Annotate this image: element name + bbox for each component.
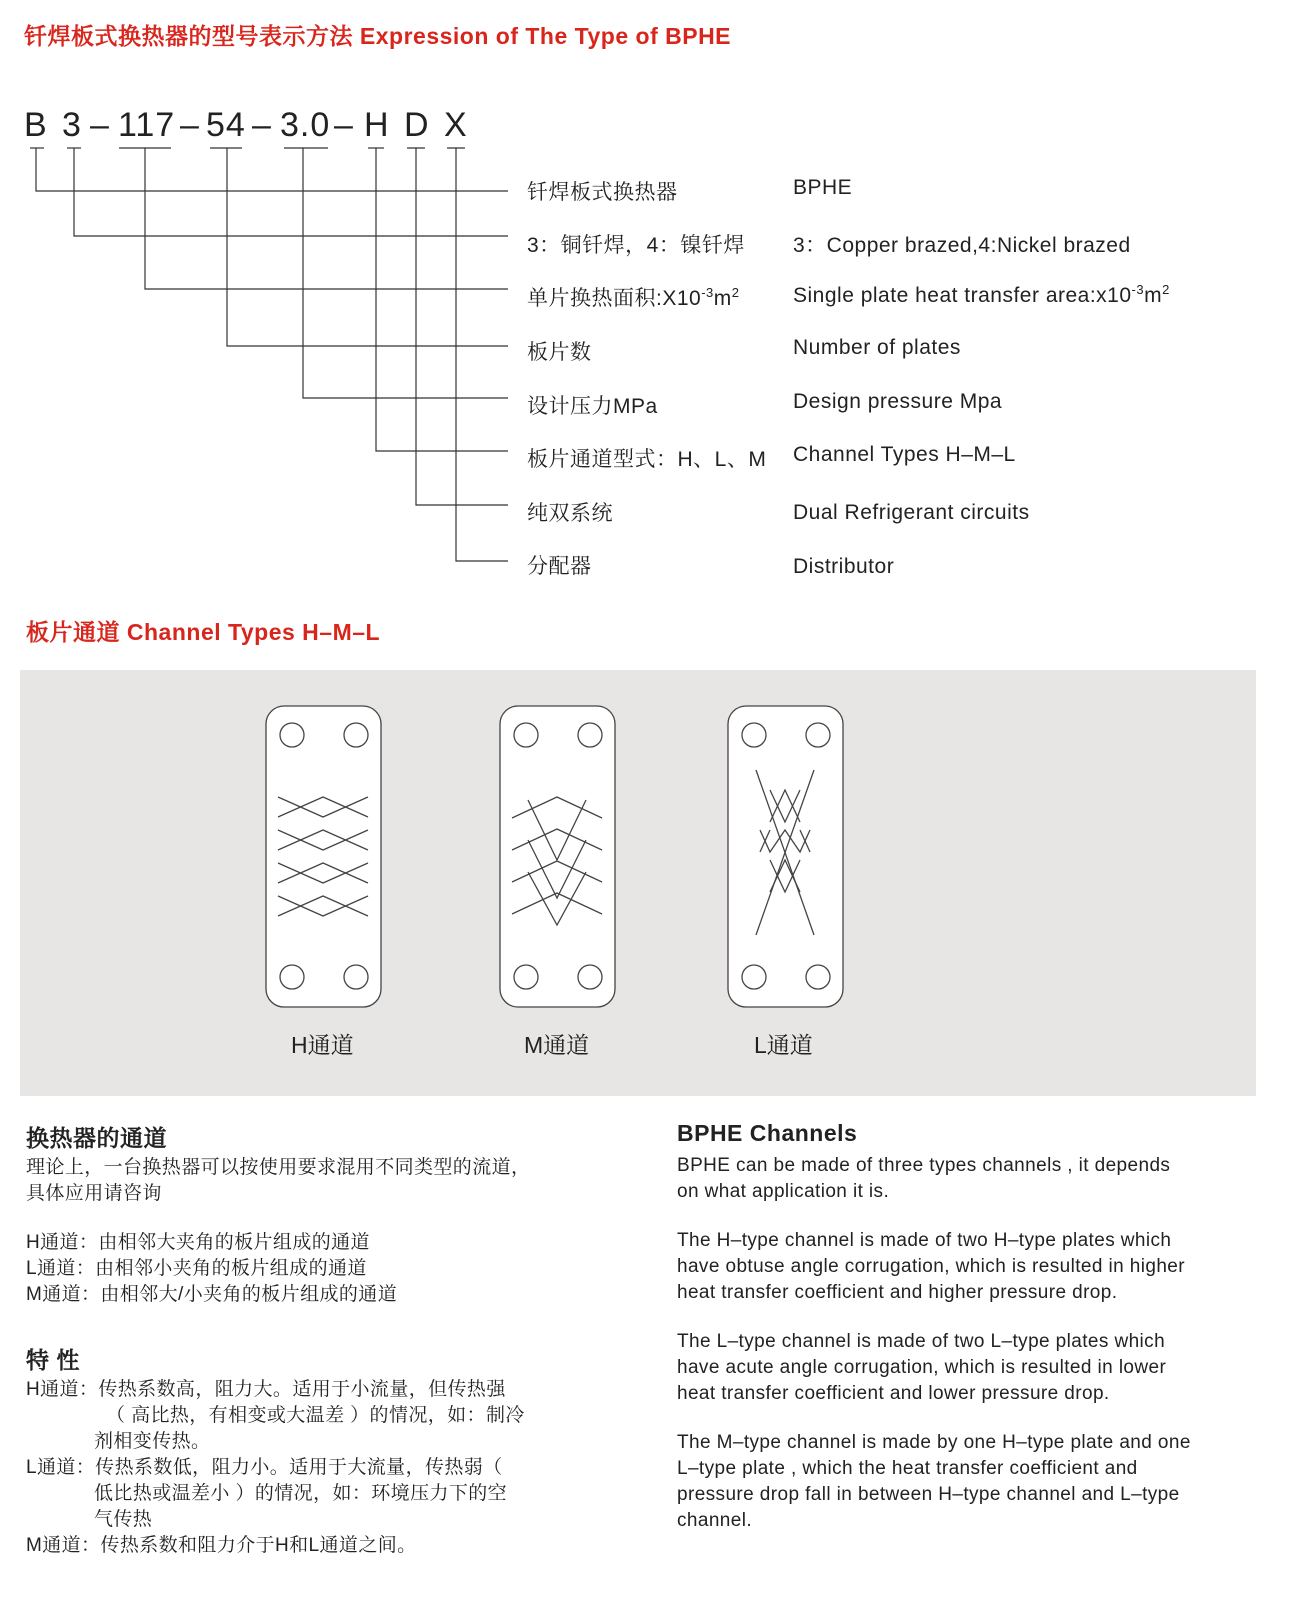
legend-en-plates: Number of plates <box>793 336 961 359</box>
code-part-d: D <box>404 106 430 144</box>
en-paragraph-1: BPHE can be made of three types channels , it depends on what application it is. <box>677 1155 1171 1202</box>
legend-cn-bphe: 钎焊板式换热器 <box>527 181 678 204</box>
cn-definitions: H通道：由相邻大夹角的板片组成的通道 L通道：由相邻小夹角的板片组成的通道 M通道：由相邻大/小夹角的板片组成的通道 <box>26 1232 398 1305</box>
channel-section-title: 板片通道 Channel Types H–M–L <box>26 619 381 645</box>
l-channel-caption: L通道 <box>754 1032 813 1058</box>
m-plate-icon <box>500 706 615 1007</box>
code-part-x: X <box>444 106 468 144</box>
legend-cn-brazing: 3：铜钎焊，4：镍钎焊 <box>527 234 745 257</box>
legend-cn-area: 单片换热面积$:X10^{-3}m^2$ <box>527 285 740 310</box>
code-dash-4: – <box>334 106 354 144</box>
h-channel-caption: H通道 <box>291 1032 354 1058</box>
code-part-h: H <box>364 106 390 144</box>
legend-en-dual: Dual Refrigerant circuits <box>793 501 1030 524</box>
legend-cn-channel: 板片通道型式：H、L、M <box>527 448 767 471</box>
code-part-3: 3 <box>62 106 82 144</box>
code-part-3-0: 3.0 <box>280 106 331 144</box>
en-paragraph-m-type: The M–type channel is made by one H–type plate and one L–type plate , which the heat transfer coefficient and pressure drop fall in between H–type channel and L–type channel. <box>677 1432 1191 1531</box>
cn-intro: 理论上，一台换热器可以按使用要求混用不同类型的流道， 具体应用请咨询 <box>26 1157 531 1204</box>
legend-cn-distributor: 分配器 <box>527 555 592 578</box>
legend-en-brazing: 3：Copper brazed,4:Nickel brazed <box>793 234 1131 257</box>
en-paragraph-l-type: The L–type channel is made of two L–type plates which have acute angle corrugation, which is resulted in lower heat transfer coefficient and lower pressure drop. <box>677 1331 1167 1404</box>
legend-cn-plates: 板片数 <box>527 341 592 364</box>
l-plate-icon <box>728 706 843 1007</box>
legend-en-distributor: Distributor <box>793 555 895 578</box>
en-paragraph-h-type: The H–type channel is made of two H–type plates which have obtuse angle corrugation, which is resulted in higher heat transfer coefficient and higher pressure drop. <box>677 1230 1185 1303</box>
legend-en-pressure: Design pressure Mpa <box>793 390 1003 413</box>
cn-heading-channels: 换热器的通道 <box>26 1125 167 1151</box>
page-title: 钎焊板式换热器的型号表示方法 Expression of The Type of BPHE <box>24 23 732 49</box>
legend-cn-dual: 纯双系统 <box>527 502 613 525</box>
m-channel-caption: M通道 <box>524 1032 590 1058</box>
legend-en-channel: Channel Types H–M–L <box>793 443 1016 466</box>
cn-features: H通道：传热系数高，阻力大。适用于小流量，但传热强 （ 高比热，有相变或大温差 ）的情况，如：制冷 剂相变传热。 L通道：传热系数低，阻力小。适用于大流量，传热弱（ 低比热或温差小 ）的情况，如：环境压力下的空 气传热 M通道：传热系数和阻力介于H和L通道之间。 <box>26 1379 525 1556</box>
legend-en-bphe: BPHE <box>793 176 853 199</box>
code-part-54: 54 <box>206 106 246 144</box>
code-dash-1: – <box>90 106 110 144</box>
en-heading-channels: BPHE Channels <box>677 1120 858 1146</box>
cn-heading-features: 特 性 <box>26 1347 80 1373</box>
legend-cn-pressure: 设计压力MPa <box>527 395 658 418</box>
h-plate-icon <box>266 706 381 1007</box>
code-part-117: 117 <box>118 106 176 144</box>
legend-en-area: Single plate heat transfer $area:x10^{-3}m^2$ <box>793 282 1170 307</box>
code-part-b: B <box>24 106 48 144</box>
code-dash-2: – <box>180 106 200 144</box>
code-dash-3: – <box>252 106 272 144</box>
